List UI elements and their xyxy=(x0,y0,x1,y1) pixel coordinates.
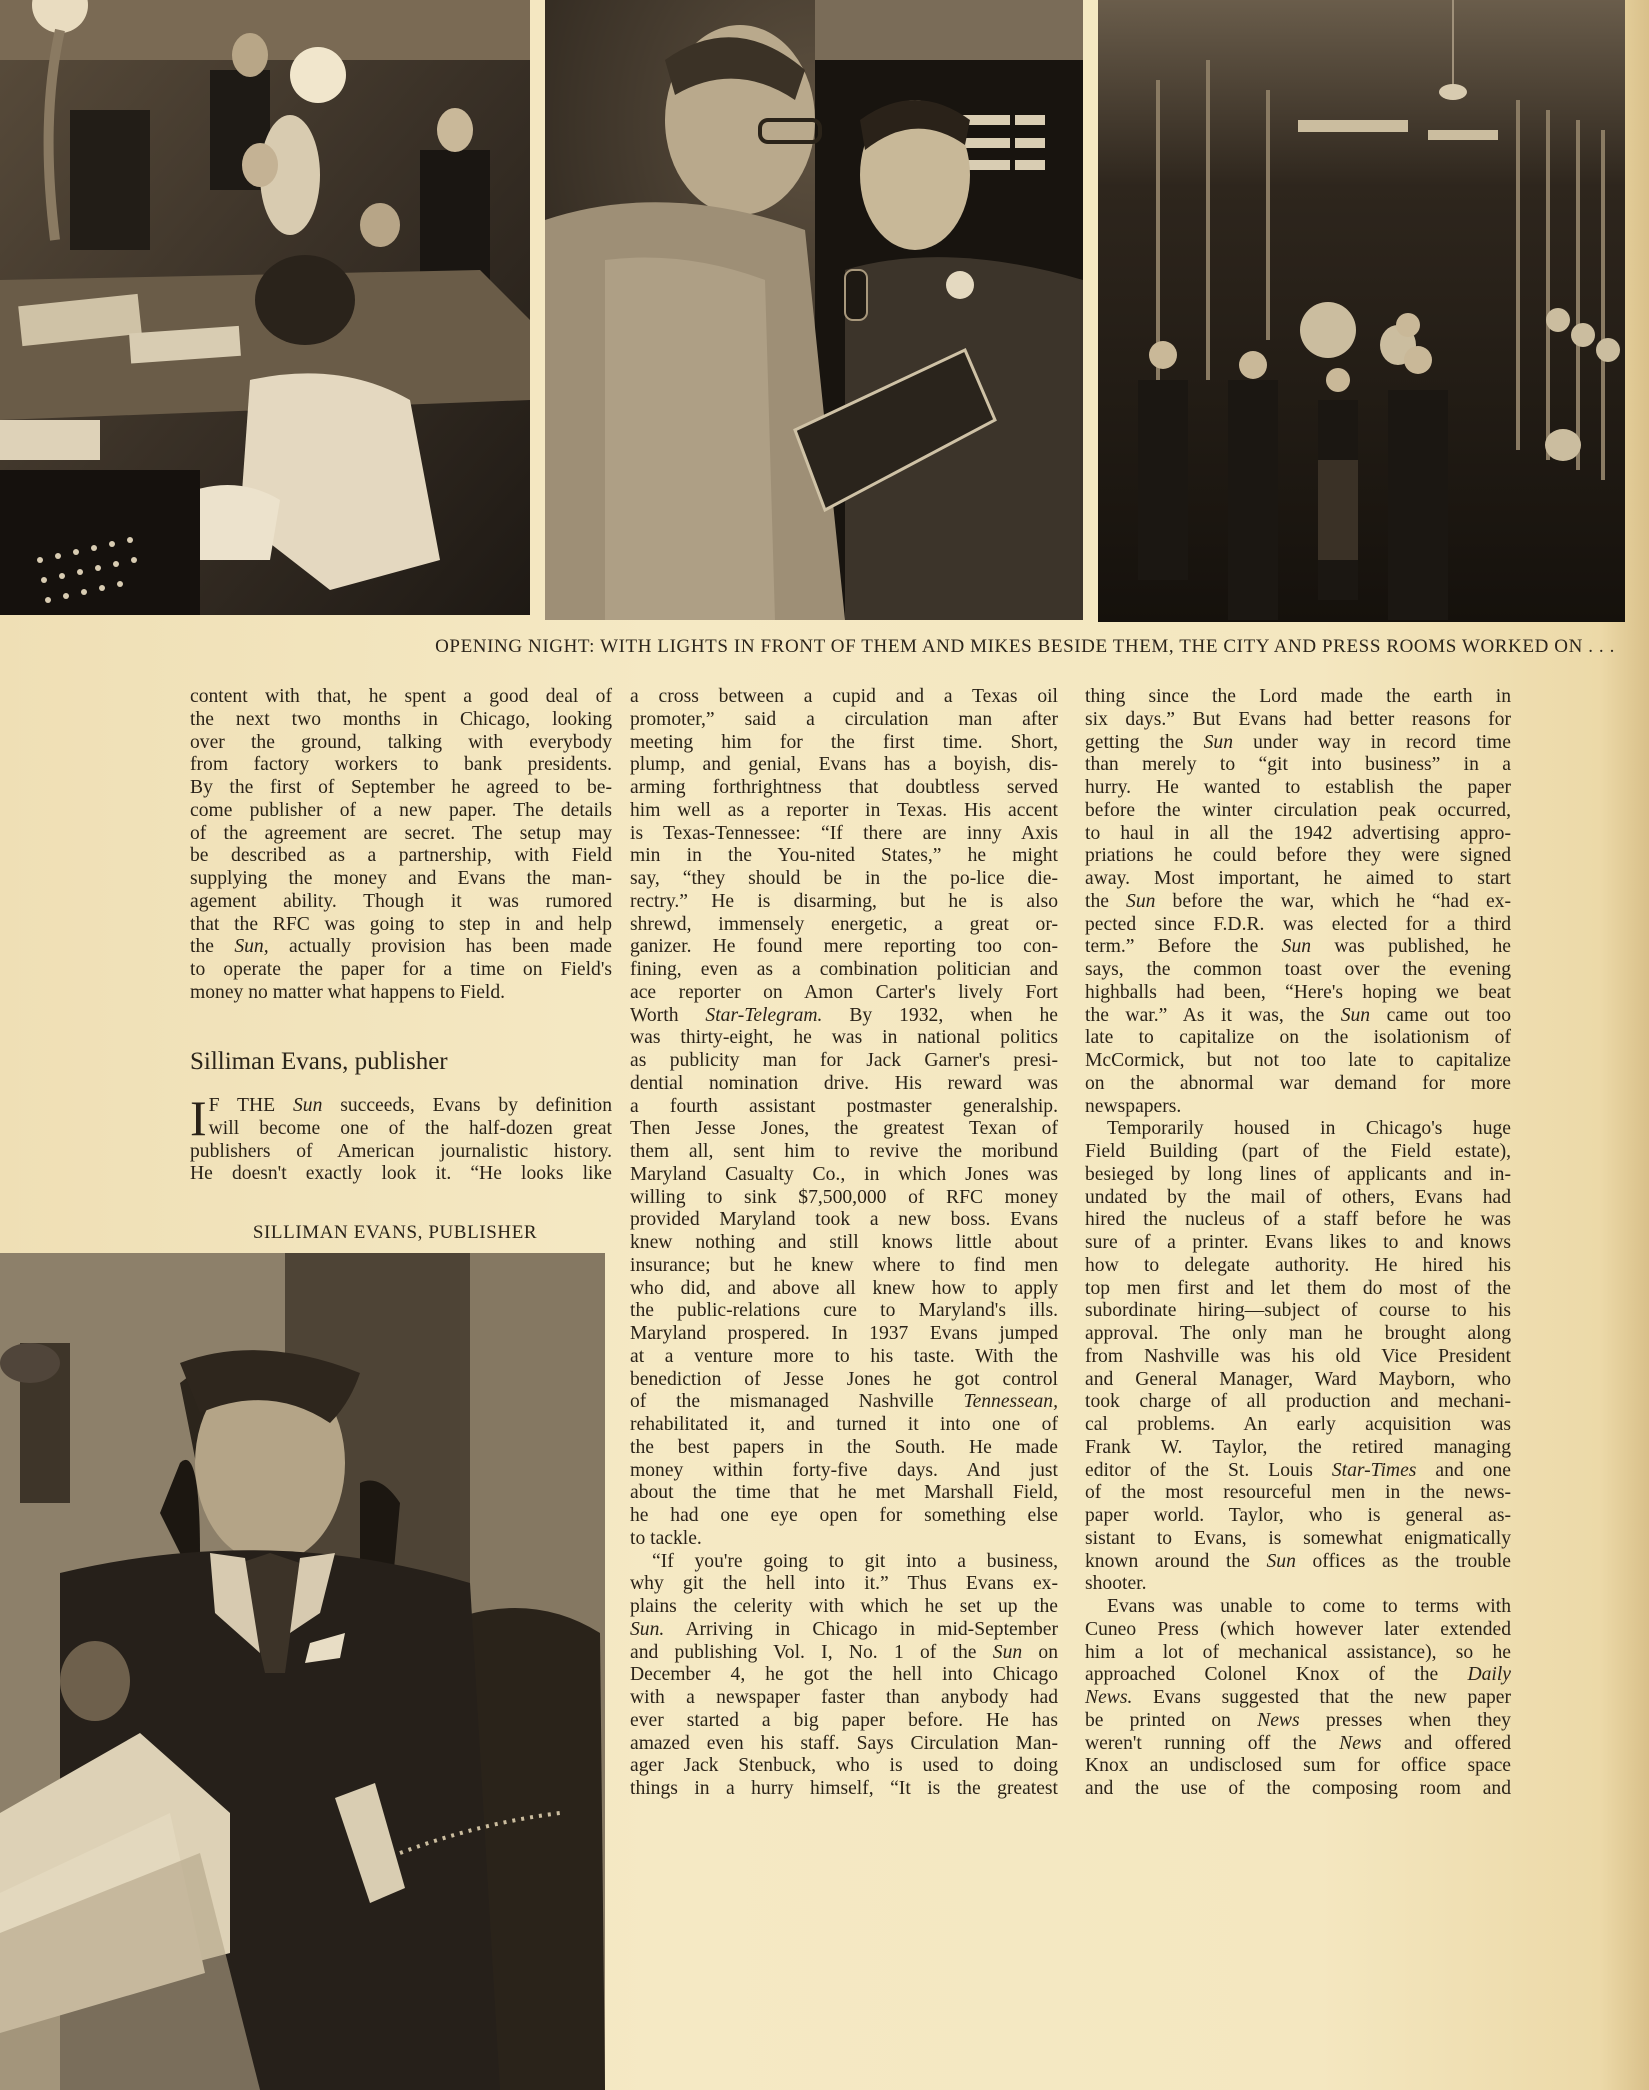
text-line: Sun. Arriving in Chicago in mid-September xyxy=(630,1618,1058,1640)
text-line: from Nashville was his old Vice President xyxy=(1085,1345,1511,1367)
text-line: arming forthrightness that doubtless served xyxy=(630,777,1058,798)
text-line: with a newspaper faster than anybody had xyxy=(630,1687,1058,1708)
text-line: priations he could before they were signed xyxy=(1085,845,1511,867)
text-line: the Sun before the war, which he “had ex- xyxy=(1085,890,1511,912)
text-line: to operate the paper for a time on Field's xyxy=(190,959,612,980)
text-line: rehabilitated it, and turned it into one of xyxy=(630,1414,1058,1435)
text-line: was thirty-eight, he was in national politics xyxy=(630,1027,1058,1049)
text-line: from factory workers to bank presidents. xyxy=(190,754,612,776)
text-line: late to capitalize on the isolationism of xyxy=(1085,1027,1511,1049)
text-line: “If you're going to git into a business, xyxy=(652,1550,1058,1572)
text-line: hurry. He wanted to establish the paper xyxy=(1085,777,1511,798)
text-line: the war.” As it was, the Sun came out too xyxy=(1085,1004,1511,1026)
text-line: say, “they should be in the po-lice die- xyxy=(630,868,1058,889)
text-line: fining, even as a combination politician and xyxy=(630,959,1058,980)
text-line: weren't running off the News and offered xyxy=(1085,1732,1511,1754)
text-line: before the winter circulation peak occurred, xyxy=(1085,799,1511,821)
text-line: supplying the money and Evans the man- xyxy=(190,868,612,889)
text-line: says, the common toast over the evening xyxy=(1085,959,1511,980)
text-line: the public-relations cure to Maryland's ills. xyxy=(630,1300,1058,1322)
text-line: Evans was unable to come to terms with xyxy=(1107,1596,1511,1617)
text-line: highballs had been, “Here's hoping we beat xyxy=(1085,981,1511,1003)
text-line: undated by the mail of others, Evans had xyxy=(1085,1186,1511,1208)
text-line: sure of a printer. Evans likes to and knows xyxy=(1085,1232,1511,1253)
text-line: publishers of American journalistic history. xyxy=(190,1140,612,1162)
text-line: knew nothing and still knows little about xyxy=(630,1232,1058,1253)
text-line: of the most resourceful men in the news- xyxy=(1085,1482,1511,1504)
text-line: who did, and above all knew how to apply xyxy=(630,1277,1058,1299)
text-line: Frank W. Taylor, the retired managing xyxy=(1085,1436,1511,1458)
text-line: why git the hell into it.” Thus Evans ex- xyxy=(630,1573,1058,1595)
text-line: plains the celerity with which he set up the xyxy=(630,1596,1058,1617)
text-line: willing to sink $7,500,000 of RFC money xyxy=(630,1186,1058,1208)
text-line: agement ability. Though it was rumored xyxy=(190,890,612,912)
text-line: approval. The only man he brought along xyxy=(1085,1323,1511,1344)
text-line: approached Colonel Knox of the Daily xyxy=(1085,1664,1511,1686)
text-line: besieged by long lines of applicants and in- xyxy=(1085,1163,1511,1185)
text-line: min in the You-nited States,” he might xyxy=(630,845,1058,867)
text-line: Maryland Casualty Co., in which Jones was xyxy=(630,1163,1058,1185)
text-line: Cuneo Press (which however later extended xyxy=(1085,1618,1511,1640)
text-line: a fourth assistant postmaster generalship. xyxy=(630,1095,1058,1117)
two-men-microphone-photo xyxy=(545,0,1083,620)
text-line: ager Jack Stenbuck, who is used to doing xyxy=(630,1755,1058,1777)
text-line: how to delegate authority. He hired his xyxy=(1085,1254,1511,1276)
portrait-caption: SILLIMAN EVANS, PUBLISHER xyxy=(252,1222,538,1243)
section-paragraph xyxy=(190,1090,612,1186)
section-heading: Silliman Evans, publisher xyxy=(190,1048,448,1075)
text-line: than merely to “git into business” in a xyxy=(1085,754,1511,776)
text-line: him a lot of mechanical assistance), so he xyxy=(1085,1641,1511,1663)
text-line: the next two months in Chicago, looking xyxy=(190,708,612,730)
text-line: the Sun, actually provision has been made xyxy=(190,936,612,958)
text-line: He doesn't exactly look it. “He looks like xyxy=(190,1163,612,1185)
text-line: Maryland prospered. In 1937 Evans jumped xyxy=(630,1323,1058,1344)
text-line: Then Jesse Jones, the greatest Texan of xyxy=(630,1118,1058,1140)
article-column-1 xyxy=(190,686,612,1005)
text-line: cal problems. An early acquisition was xyxy=(1085,1414,1511,1435)
text-line: ace reporter on Amon Carter's lively Fort xyxy=(630,981,1058,1003)
text-line: insurance; but he knew where to find men xyxy=(630,1254,1058,1276)
text-line: that the RFC was going to step in and help xyxy=(190,913,612,935)
press-room-photo xyxy=(1098,0,1625,622)
silliman-evans-portrait xyxy=(0,1253,605,2090)
text-line: and General Manager, Ward Mayborn, who xyxy=(1085,1368,1511,1390)
text-line: be printed on News presses when they xyxy=(1085,1709,1511,1731)
text-line: subordinate hiring—subject of course to his xyxy=(1085,1300,1511,1322)
article-column-3 xyxy=(1085,686,1511,1801)
text-line: Field Building (part of the Field estate), xyxy=(1085,1141,1511,1162)
text-line: dential nomination drive. His reward was xyxy=(630,1072,1058,1094)
text-line: editor of the St. Louis Star-Times and one xyxy=(1085,1459,1511,1481)
text-line: on the abnormal war demand for more xyxy=(1085,1072,1511,1094)
text-line: plump, and genial, Evans has a boyish, dis- xyxy=(630,754,1058,776)
text-line: term.” Before the Sun was published, he xyxy=(1085,936,1511,958)
text-line: be described as a partnership, with Field xyxy=(190,845,612,867)
text-line: paper world. Taylor, who is general as- xyxy=(1085,1505,1511,1526)
text-line: of the agreement are secret. The setup may xyxy=(190,822,612,844)
text-line: ever started a big paper before. He has xyxy=(630,1709,1058,1731)
text-line: promoter,” said a circulation man after xyxy=(630,708,1058,730)
text-line: known around the Sun offices as the trouble xyxy=(1085,1550,1511,1572)
text-line: Temporarily housed in Chicago's huge xyxy=(1107,1118,1511,1140)
text-line: McCormick, but not too late to capitalize xyxy=(1085,1050,1511,1071)
text-line: benediction of Jesse Jones he got control xyxy=(630,1368,1058,1390)
text-line: them all, sent him to revive the moribund xyxy=(630,1141,1058,1162)
article-column-1-section xyxy=(190,1090,612,1186)
text-line: content with that, he spent a good deal of xyxy=(190,686,612,707)
city-room-photo xyxy=(0,0,530,615)
photo-caption-opening-night: OPENING NIGHT: WITH LIGHTS IN FRONT OF THEM AND MIKES BESIDE THEM, THE CITY AND PRESS ROOMS WORKED ON . . . xyxy=(435,636,1615,657)
text-line: rectry.” He is disarming, but he is also xyxy=(630,890,1058,912)
text-line: as publicity man for Jack Garner's presi- xyxy=(630,1050,1058,1071)
text-line: to tackle. xyxy=(630,1527,702,1549)
text-line: Worth Star-Telegram. By 1932, when he xyxy=(630,1004,1059,1026)
text-line: the best papers in the South. He made xyxy=(630,1436,1058,1458)
text-line: a cross between a cupid and a Texas oil xyxy=(630,686,1058,707)
drop-cap: I xyxy=(190,1090,207,1146)
text-line: Knox an undisclosed sum for office space xyxy=(1085,1755,1511,1777)
text-line: money no matter what happens to Field. xyxy=(190,981,506,1003)
text-line: things in a hurry himself, “It is the greatest xyxy=(630,1778,1058,1799)
text-line: sistant to Evans, is somewhat enigmatically xyxy=(1085,1527,1511,1549)
text-line: away. Most important, he aimed to start xyxy=(1085,868,1511,889)
text-line: come publisher of a new paper. The details xyxy=(190,799,612,821)
text-line: amazed even his staff. Says Circulation Man- xyxy=(630,1732,1058,1754)
text-line: pected since F.D.R. was elected for a third xyxy=(1085,913,1511,935)
text-line: ganizer. He found mere reporting too con- xyxy=(630,936,1058,958)
text-line: shrewd, immensely energetic, a great or- xyxy=(630,913,1058,935)
text-line: newspapers. xyxy=(1085,1095,1182,1117)
text-line: over the ground, talking with everybody xyxy=(190,731,612,753)
text-line: provided Maryland took a new boss. Evans xyxy=(630,1209,1058,1231)
text-line: and publishing Vol. I, No. 1 of the Sun on xyxy=(630,1641,1058,1663)
text-line: thing since the Lord made the earth in xyxy=(1085,686,1511,707)
text-line: to haul in all the 1942 advertising appro- xyxy=(1085,822,1511,844)
text-line: will become one of the half-dozen great xyxy=(208,1117,612,1139)
text-line: and the use of the composing room and xyxy=(1085,1778,1511,1799)
text-line: shooter. xyxy=(1085,1573,1147,1595)
article-column-2 xyxy=(630,686,1058,1801)
text-line: News. Evans suggested that the new paper xyxy=(1085,1687,1511,1708)
text-line: December 4, he got the hell into Chicago xyxy=(630,1664,1058,1686)
text-line: six days.” But Evans had better reasons for xyxy=(1085,708,1511,730)
text-line: took charge of all production and mechani- xyxy=(1085,1391,1511,1413)
text-line: getting the Sun under way in record time xyxy=(1085,731,1511,753)
text-line: By the first of September he agreed to be- xyxy=(190,777,612,798)
text-line: of the mismanaged Nashville Tennessean, xyxy=(630,1391,1058,1413)
text-line: money within forty-five days. And just xyxy=(630,1459,1058,1481)
text-line: about the time that he met Marshall Field, xyxy=(630,1482,1058,1504)
text-line: top men first and let them do most of the xyxy=(1085,1277,1511,1299)
text-line: he had one eye open for something else xyxy=(630,1505,1058,1526)
text-line: hired the nucleus of a staff before he was xyxy=(1085,1209,1511,1231)
text-line: at a venture more to his taste. With the xyxy=(630,1345,1058,1367)
text-line: F THE Sun succeeds, Evans by definition xyxy=(208,1095,612,1116)
text-line: him well as a reporter in Texas. His accent xyxy=(630,799,1058,821)
text-line: is Texas-Tennessee: “If there are inny Axis xyxy=(630,822,1058,844)
text-line: meeting him for the first time. Short, xyxy=(630,731,1058,753)
